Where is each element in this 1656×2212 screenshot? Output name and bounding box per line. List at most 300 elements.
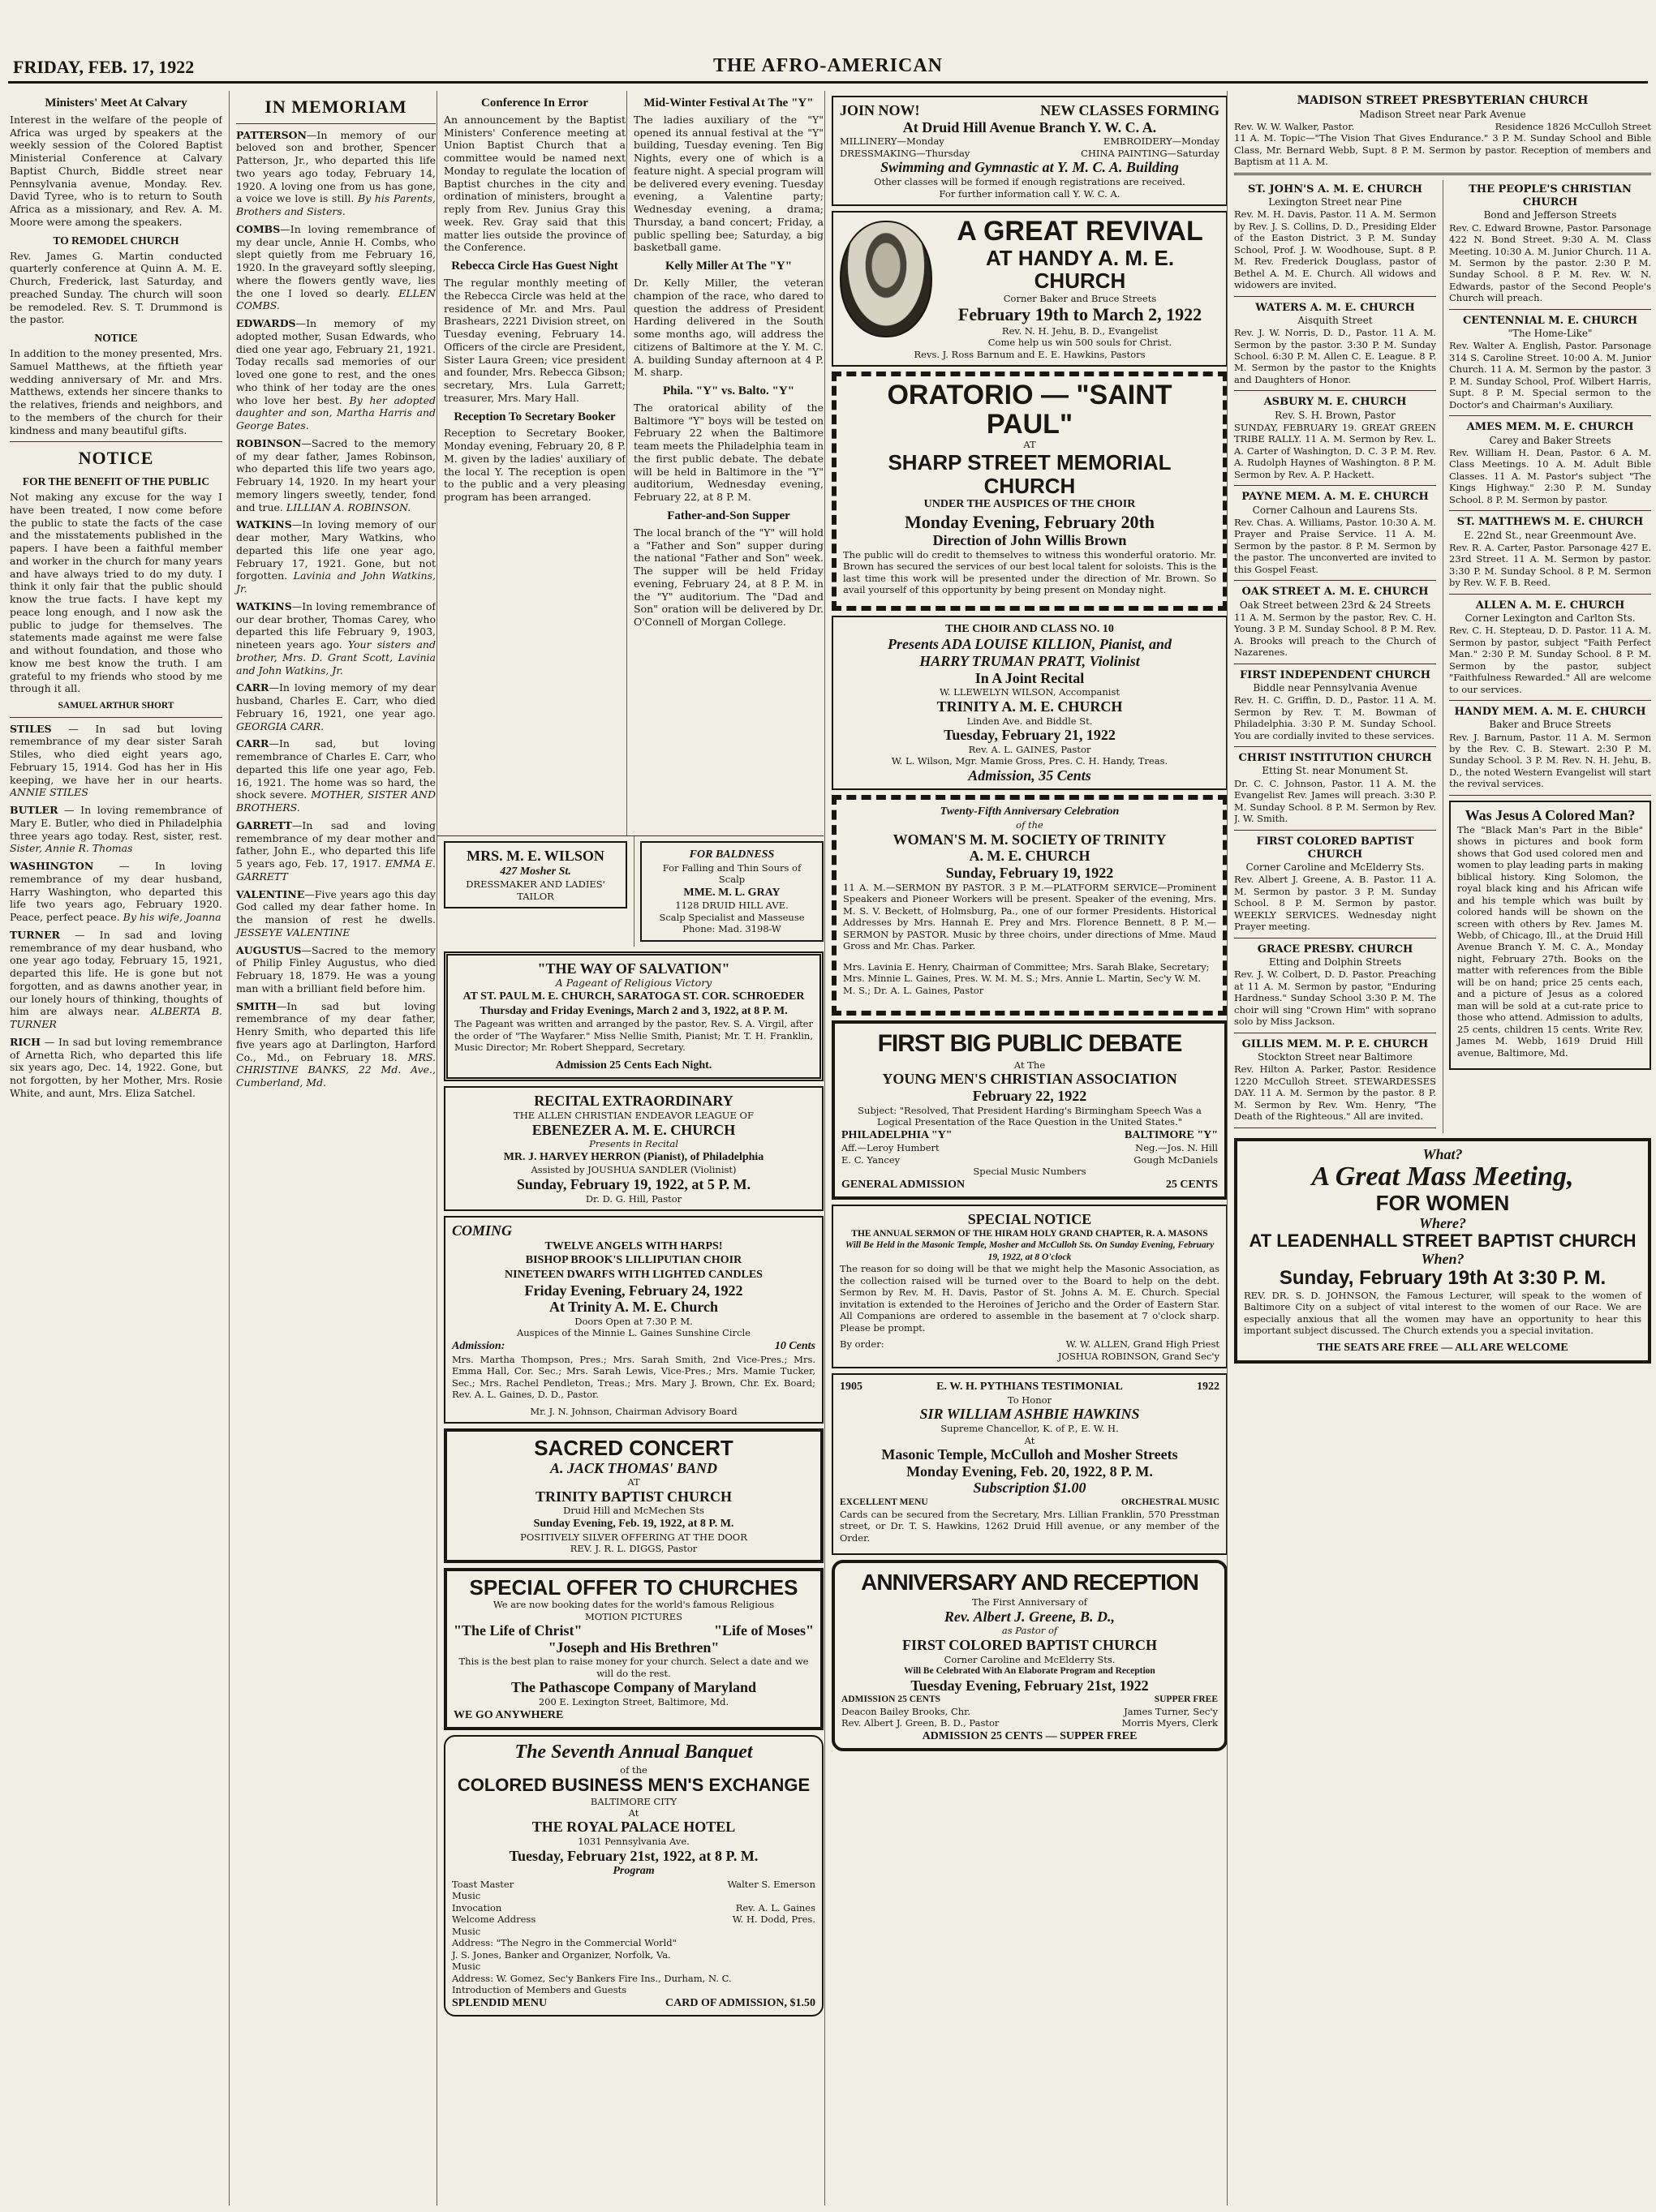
program-item bbox=[452, 1879, 815, 1890]
church-services: Rev. J. W. Norris, D. D., Pastor. 11 A. M. Sermon by the pastor. 3:30 P. M. Sunday School. 6:30 P. M. Allen C. E. League. 8 P. M. Sermon by the pastor to the Knights and Daughters of Honor. bbox=[1234, 327, 1436, 385]
ad-salvation-pageant bbox=[444, 951, 824, 1082]
program-label: Address: W. Gomez, Sec'y Bankers Fire Ins., Durham, N. C. bbox=[452, 1972, 732, 1984]
memorial-signature: GEORGIA CARR. bbox=[236, 719, 325, 732]
speaker: Neg.—Jos. N. Hill bbox=[1135, 1142, 1218, 1154]
church-address: Aisquith Street bbox=[1297, 314, 1373, 326]
church-services: Rev. J. Barnum, Pastor. 11 A. M. Sermon by the Rev. C. B. Stewart. 2:30 P. M. Sunday School. 3 P. M. Rev. N. H. Jehu, B. D., the noted Western Evangelist will start the revival services. bbox=[1449, 731, 1651, 790]
ad-phone: Phone: Mad. 3198-W bbox=[682, 923, 781, 935]
ad-admission-row bbox=[841, 1178, 1218, 1192]
memorial-signature: MRS. CHRISTINE BANKS, 22 Md. Ave., Cumberland, Md. bbox=[236, 1050, 436, 1089]
ad-sub: THE ALLEN CHRISTIAN ENDEAVOR LEAGUE OF bbox=[514, 1110, 754, 1122]
ad-line: DRESSMAKER AND LADIES' TAILOR bbox=[466, 878, 605, 902]
ad-when: Sunday, February 19, 1922 bbox=[945, 864, 1114, 881]
church-listing bbox=[1234, 752, 1436, 830]
memorial-name: GARRETT bbox=[236, 818, 292, 831]
memorial-entry: STILES — In sad but loving remembrance of my dear sister Sarah Stiles, who died eight years ago, February 15, 1914. God has her in His keeping, we have her in our hearts. ANNIE STILES bbox=[10, 722, 222, 799]
memorial-entry: BUTLER — In loving remembrance of Mary E. Butler, who died in Philadelphia three years ago today. Rest, sister, rest. Sister, Annie R. Thomas bbox=[10, 804, 222, 855]
church-address: Corner Calhoun and Laurens Sts. bbox=[1252, 504, 1418, 516]
ad-church: A. M. E. CHURCH bbox=[969, 848, 1090, 865]
memorial-entry: ROBINSON—Sacred to the memory of my dear father, James Robinson, who departed this life two years ago, February 14, 1920. In my heart your memory lingers sweetly, tender, fond and true. LILLIAN A. ROBINSON. bbox=[236, 436, 436, 513]
ad-title: ANNIVERSARY AND RECEPTION bbox=[861, 1570, 1198, 1596]
ad-sub: For Falling and Thin Sours of Scalp bbox=[662, 861, 802, 886]
ad-offer: POSITIVELY SILVER OFFERING AT THE DOOR bbox=[520, 1531, 747, 1543]
ad-at: AT bbox=[627, 1476, 640, 1488]
memorial-text: In loving remembrance of my dear husband, Harry Washington, who departed this life two years ago, February 1920. Peace, perfect peace. bbox=[10, 860, 222, 924]
ad-line: We are now booking dates for the world's famous Religious bbox=[492, 1599, 775, 1611]
ad-evangelist: Rev. N. H. Jehu, B. D., Evangelist bbox=[1001, 324, 1159, 337]
memorial-name: RICH bbox=[10, 1035, 41, 1048]
memorial-entry: PATTERSON—In memory of our beloved son and brother, Spencer Patterson, Jr., who departed this life two years ago today, February 14, 1920. A loving one from us has gone, a voice we love is still. By his Parents, Brothers and Sisters. bbox=[236, 128, 436, 218]
program-item bbox=[452, 1913, 815, 1925]
memorial-entry: SMITH—In sad but loving remembrance of my dear father, Henry Smith, who departed this life five years ago at Darlington, Harford Co., Md., on February 18. MRS. CHRISTINE BANKS, 22 Md. Ave., Cumberland, Md. bbox=[236, 999, 436, 1089]
issue-date: FRIDAY, FEB. 17, 1922 bbox=[13, 57, 195, 77]
section-heading: IN MEMORIAM bbox=[265, 97, 407, 117]
church-listing bbox=[1234, 491, 1436, 581]
memorial-text: Five years ago this day God called my dear father home. In the mansion of rest he dwells. bbox=[236, 887, 436, 926]
church-name: HANDY MEM. A. M. E. CHURCH bbox=[1454, 706, 1646, 719]
ad-title: RECITAL EXTRAORDINARY bbox=[534, 1093, 733, 1110]
article-body: The ladies auxiliary of the "Y" opened its annual festival at the "Y" building, Tuesday evening. Ten Big Nights, every one of which is a feature night. A special program will be delivered every evening. Tuesday evening, a Valentine party; Wednesday evening, a drama; Thursday, a band concert; Friday, a public spelling bee; Saturday, a big basketball game. bbox=[634, 113, 824, 254]
ad-hotel: THE ROYAL PALACE HOTEL bbox=[531, 1819, 736, 1836]
ad-special-notice bbox=[832, 1205, 1228, 1368]
memorial-entry: WATKINS—In loving memory of our dear mother, Mary Watkins, who departed this life one year ago, February 17, 1921. Gone, but not forgotten. Lavinia and John Watkins, Jr. bbox=[236, 518, 436, 595]
church-services: Rev. J. W. Colbert, D. D. Pastor. Preaching at 11 A. M. Sermon by pastor, "Enduring Hardness." Sunday School 3:30 P. M. The choir will sing "Crown Him" with soprano solo by Miss Jackson. bbox=[1234, 969, 1436, 1028]
church-address: Madison Street near Park Avenue bbox=[1359, 108, 1526, 120]
ad-block-wide bbox=[437, 835, 824, 2206]
church-services: Rev. C. Edward Browne, Pastor. Parsonage 422 N. Bond Street. 9:30 A. M. Class Meeting. 10:30 A. M. Junior Church. 11 A. M. Sermon by the pastor. 2:30 P. M. Sunday School. 8 P. M. Rev. W. N. Edwards, pastor of the Second People's Church will preach. bbox=[1449, 221, 1651, 304]
ad-for: FOR WOMEN bbox=[1375, 1191, 1510, 1215]
ad-address: Corner Caroline and McElderry Sts. bbox=[944, 1653, 1116, 1665]
ad-question: When? bbox=[1421, 1251, 1465, 1268]
church-services: Rev. Walter A. English, Pastor. Parsonage 314 S. Caroline Street. 10:00 A. M. Junior Church. 11 A. M. Sermon by the pastor. 3 P. M. Sunday School, Prof. Wilbert Harris, Supt. 8 P. M. Special sermon to the Doctor's and Chairman's Auxiliary. bbox=[1449, 340, 1651, 410]
program-label: Invocation bbox=[452, 1901, 502, 1913]
memorial-name: COMBS bbox=[236, 222, 281, 235]
memorial-entry: TURNER — In sad and loving remembrance of my dear husband, who one year ago today, February 15, 1921, departed this life. He is gone but not forgotten, and as dawns another year, in our lonely hours of thinking, thoughts of him are always near. ALBERTA B. TURNER bbox=[10, 928, 222, 1031]
church-services: Dr. C. C. Johnson, Pastor. 11 A. M. the Evangelist Rev. James will preach. 3:30 P. M. Sunday School. 8 P. M. Sermon by Rev. J. W. Smith. bbox=[1234, 777, 1436, 825]
ad-at: At bbox=[1024, 1434, 1035, 1446]
church-listing bbox=[1234, 835, 1436, 938]
ad-line: Come help us win 500 souls for Christ. bbox=[987, 337, 1172, 349]
ad-name: MRS. M. E. WILSON bbox=[467, 848, 604, 864]
ad-line: Scalp Specialist and Masseuse bbox=[659, 911, 805, 923]
church-listing bbox=[1234, 183, 1436, 297]
ad-org: YOUNG MEN'S CHRISTIAN ASSOCIATION bbox=[882, 1071, 1177, 1088]
ad-admission: GENERAL ADMISSION bbox=[841, 1178, 966, 1191]
church-listing-top bbox=[1234, 94, 1651, 168]
church-address: Corner Lexington and Carlton Sts. bbox=[1465, 612, 1636, 625]
ad-label: COMING bbox=[452, 1222, 513, 1239]
church-services: 11 A. M. Sermon by the pastor, Rev. C. H. Young. 3 P. M. Sunday School. 8 P. M. Rev. A. Brooks will preach to the Church of Nazarenes. bbox=[1234, 611, 1436, 659]
ad-line: BISHOP BROOK'S LILLIPUTIAN CHOIR bbox=[525, 1254, 742, 1267]
column-5 bbox=[824, 91, 1228, 2206]
ad-title: A GREAT REVIVAL bbox=[957, 216, 1203, 247]
memorial-signature: Sister, Annie R. Thomas bbox=[10, 842, 133, 855]
ad-coming bbox=[444, 1216, 824, 1424]
ad-artist: HARRY TRUMAN PRATT, Violinist bbox=[919, 653, 1140, 670]
article-body: Dr. Kelly Miller, the veteran champion of the race, who dared to question the address of President Harding delivered in the South some months ago, will address the citizens of Baltimore at the Y. M. C. A. building Sunday afternoon at 4 P. M. sharp. bbox=[634, 277, 824, 379]
ad-classes bbox=[840, 148, 1219, 159]
speaker: E. C. Yancey bbox=[841, 1153, 901, 1166]
memorial-entry: GARRETT—In sad and loving remembrance of my dear mother and father, John E., who departed this life 5 years ago, Feb. 17, 1917. EMMA E. GARRETT bbox=[236, 818, 436, 883]
memorial-text: In loving remembrance of my dear uncle, Annie H. Combs, who slept quietly from me February 16, 1920. In the graveyard softly sleeping, where the flowers gently wave, lies the one I loved so dearly. bbox=[236, 222, 436, 299]
ad-church: SHARP STREET MEMORIAL CHURCH bbox=[888, 449, 1172, 498]
ad-body: The reason for so doing will be that we might help the Masonic Association, as the collection raised will be turned over to the Board to help on the debt. Sermon by Rev. M. H. Davis, Pastor of St. Johns A. M. E. Church. Special invitation is extended to the Heroines of Jericho and the Order of Eastern Star. All Companions are ordered to assemble in the basement at 7 o'clock sharp. Please be prompt. bbox=[840, 1263, 1219, 1334]
memorial-entry: COMBS—In loving remembrance of my dear uncle, Annie H. Combs, who slept quietly from me February 16, 1920. In the graveyard softly sleeping, where the flowers gently wave, lies the one I loved so dearly. ELLEN COMBS. bbox=[236, 222, 436, 312]
church-address: "The Home-Like" bbox=[1508, 328, 1593, 340]
ad-title: A Great Mass Meeting, bbox=[1311, 1162, 1574, 1192]
ad-forming: NEW CLASSES FORMING bbox=[1040, 102, 1219, 118]
ad-question: Where? bbox=[1419, 1214, 1466, 1231]
church-name: AMES MEM. M. E. CHURCH bbox=[1466, 421, 1634, 434]
ad-dressmaker bbox=[444, 841, 627, 908]
ad-title-row bbox=[840, 1380, 1219, 1394]
memorial-entry: RICH — In sad but loving remembrance of Arnetta Rich, who departed this life six years ago, Dec. 14, 1922. Gone, but not forgotten, by her Mother, Mrs. Rosie White, and aunt, Mrs. Eliza Satchel. bbox=[10, 1035, 222, 1099]
article-heading: Rebecca Circle Has Guest Night bbox=[451, 260, 618, 273]
ad-where: At Trinity A. M. E. Church bbox=[548, 1299, 719, 1316]
memorial-entry: WASHINGTON — In loving remembrance of my dear husband, Harry Washington, who departed this life two years ago, February 1920. Peace, perfect peace. By his wife, Joanna bbox=[10, 860, 222, 924]
memorial-text: In sad but loving remembrance of my dear father, Henry Smith, who departed this life five years ago at Darlington, Harford Co., Md., on February 18. bbox=[236, 999, 436, 1063]
church-address: Lexington Street near Pine bbox=[1268, 196, 1402, 208]
church-address: E. 22nd St., near Greenmount Ave. bbox=[1464, 529, 1637, 541]
ad-director: Direction of John Willis Brown bbox=[932, 532, 1127, 549]
ad-chair: Mr. J. N. Johnson, Chairman Advisory Board bbox=[530, 1405, 738, 1417]
article-body: The oratorical ability of the Baltimore "Y" boys will be tested on February 22 when the Baltimore team meets the Philadelphia team in the first public debate. The debate will be held in Baltimore in the "Y" auditorium, Wednesday evening, February 22, at 8 P. M. bbox=[634, 401, 824, 504]
church-listing bbox=[1234, 943, 1436, 1033]
article-body: An announcement by the Baptist Ministers' Conference meeting at Union Baptist Church that a committee would be named next Monday to regulate the location of Baptist churches in the city and ordination of ministers, brought a reply from Rev. Junius Gray this week. Rev. Gray said that this matter lies outside the province of the Conference. bbox=[444, 113, 626, 254]
memorial-signature: By her adopted daughter and son, Martha Harris and George Bates. bbox=[236, 393, 436, 432]
column-1 bbox=[10, 91, 222, 2206]
officer: James Turner, Sec'y bbox=[1124, 1705, 1218, 1717]
ad-address: 200 E. Lexington Street, Baltimore, Md. bbox=[538, 1696, 729, 1708]
film-title: "Joseph and His Brethren" bbox=[548, 1639, 720, 1656]
ad-address: Linden Ave. and Biddle St. bbox=[966, 715, 1093, 727]
program-item bbox=[452, 1961, 815, 1972]
ad-top bbox=[840, 102, 1219, 119]
church-name: FIRST INDEPENDENT CHURCH bbox=[1239, 668, 1431, 681]
film-title: "Life of Moses" bbox=[714, 1622, 814, 1639]
ad-admission-row bbox=[452, 1339, 815, 1354]
ad-admission: Admission, 35 Cents bbox=[968, 767, 1091, 784]
article-body: In addition to the money presented, Mrs. Samuel Matthews, at the fiftieth year wedding anniversary of Mr. and Mrs. Matthews, extends her sincere thanks to the relatives, friends and neighbors, and to the members of the church for their kindness and many beautiful gifts. bbox=[10, 347, 222, 436]
memorial-entry: VALENTINE—Five years ago this day God called my dear father home. In the mansion of rest he dwells. JESSEYE VALENTINE bbox=[236, 887, 436, 938]
program-item bbox=[452, 1902, 815, 1913]
church-listing bbox=[1449, 706, 1651, 796]
church-name: CENTENNIAL M. E. CHURCH bbox=[1462, 314, 1638, 327]
memorial-signature: Your sisters and brother, Mrs. D. Grant Scott, Lavinia and John Watkins, Jr. bbox=[236, 638, 436, 676]
article-body: Reception to Secretary Booker, Monday evening, February 20, 8 P. M. given by the ladies' auxiliary of the local Y. The reception is open to the public and a very pleasing program has been arranged. bbox=[444, 427, 626, 504]
ad-place: Masonic Temple, McCulloh and Mosher Streets bbox=[881, 1446, 1178, 1463]
ad-as: as Pastor of bbox=[1001, 1625, 1058, 1637]
ad-info: For further information call Y. W. C. A. bbox=[939, 187, 1120, 200]
memorial-name: WASHINGTON bbox=[10, 860, 94, 873]
debate-teams bbox=[841, 1128, 1218, 1143]
officer: Morris Myers, Clerk bbox=[1121, 1717, 1218, 1729]
ad-subject: Subject: "Resolved, That President Harding's Birmingham Speech Was a Logical Presentation of the Race Question in the United States." bbox=[858, 1104, 1202, 1128]
ad-date: February 22, 1922 bbox=[972, 1087, 1087, 1104]
church-name: FIRST COLORED BAPTIST CHURCH bbox=[1256, 835, 1414, 861]
ad-music: Special Music Numbers bbox=[973, 1166, 1086, 1178]
memorial-name: WATKINS bbox=[236, 599, 292, 612]
ad-films bbox=[454, 1622, 814, 1639]
signature: JOSHUA ROBINSON, Grand Sec'y bbox=[1057, 1350, 1219, 1362]
article-heading: Reception To Secretary Booker bbox=[454, 410, 616, 423]
church-listing bbox=[1449, 516, 1651, 594]
ad-when: Friday Evening, February 24, 1922 bbox=[524, 1282, 743, 1299]
ad-joint-recital bbox=[832, 616, 1228, 791]
ad-to: To Honor bbox=[1007, 1394, 1052, 1406]
column-6-church-directory bbox=[1227, 91, 1651, 2206]
memorial-name: SMITH bbox=[236, 999, 277, 1012]
ad-seats: THE SEATS ARE FREE — ALL ARE WELCOME bbox=[1317, 1342, 1568, 1355]
ad-church: TRINITY BAPTIST CHURCH bbox=[535, 1488, 733, 1505]
memorial-name: EDWARDS bbox=[236, 317, 296, 330]
ad-motion-pictures bbox=[444, 1568, 824, 1731]
memorial-text: In memory of my adopted mother, Susan Edwards, who died one year ago, February 21, 1921. Today recalls sad memories of our loved one gone to rest, and the ones who think of her today are the ones who love her best. bbox=[236, 317, 436, 406]
memorial-text: In sad and loving remembrance of my dear husband, who one year ago today, February 15, 1921, departed this life. He is gone but not forgotten, and as dawns another year, in our lonely hours of thinking, thoughts of him are always near. bbox=[10, 928, 222, 1018]
ad-line: TWELVE ANGELS WITH HARPS! bbox=[544, 1239, 723, 1252]
ad-line: NINETEEN DWARFS WITH LIGHTED CANDLES bbox=[505, 1269, 763, 1281]
ad-signatures bbox=[840, 1338, 1219, 1350]
church-name: GRACE PRESBY. CHURCH bbox=[1257, 943, 1413, 956]
ad-church: EBENEZER A. M. E. CHURCH bbox=[531, 1121, 736, 1138]
church-name: OAK STREET A. M. E. CHURCH bbox=[1241, 586, 1429, 599]
ad-of: of the bbox=[1016, 819, 1043, 831]
ad-card: CARD OF ADMISSION, $1.50 bbox=[665, 1996, 815, 2009]
church-address: Baker and Bruce Streets bbox=[1489, 719, 1611, 731]
ad-price: 10 Cents bbox=[774, 1339, 815, 1352]
debate-speakers bbox=[841, 1142, 1218, 1153]
ad-when: Thursday and Friday Evenings, March 2 and 3, 1922, at 8 P. M. bbox=[480, 1004, 788, 1017]
article-subheading: FOR THE BENEFIT OF THE PUBLIC bbox=[22, 475, 210, 488]
program-label: Introduction of Members and Guests bbox=[452, 1984, 627, 1996]
ad-when: Monday Evening, Feb. 20, 1922, 8 P. M. bbox=[906, 1462, 1153, 1480]
ad-pastors: Revs. J. Ross Barnum and E. E. Hawkins, Pastors bbox=[914, 348, 1146, 360]
ad-org: COLORED BUSINESS MEN'S EXCHANGE bbox=[457, 1775, 811, 1796]
article-heading: NOTICE bbox=[78, 448, 154, 469]
memorial-signature: By his Parents, Brothers and Sisters. bbox=[236, 192, 436, 218]
memorial-name: CARR bbox=[236, 681, 269, 694]
ad-name: SIR WILLIAM ASHBIE HAWKINS bbox=[919, 1406, 1140, 1423]
church-name: ST. JOHN'S A. M. E. CHURCH bbox=[1248, 183, 1422, 195]
memorial-name: AUGUSTUS bbox=[236, 943, 302, 956]
ad-title: SACRED CONCERT bbox=[534, 1436, 733, 1461]
ad-artists: MR. J. HARVEY HERRON (Pianist), of Philadelphia bbox=[503, 1150, 764, 1163]
church-list bbox=[1449, 183, 1651, 796]
article-body: The "Black Man's Part in the Bible" shows in pictures and book form shows that God used colored men and women to play leading parts in making biblical history. King Solomon, the royal black king and his African wife and his temple which was built by colored hands will be shown on the screen with others by Rev. James M. Webb, of Chicago, Ill., at the Druid Hill Avenue Branch Y. M. C. A., Monday night, February 27th. Books on the matter with references from the Bible will be on hand; price 25 cents each, and a picture of Jesus as a colored man will be sold at a cut-rate price to those who attend. Admission to adults, 25 cents, children 15 cents. Write Rev. James M. Webb, 1619 Druid Hill avenue, Baltimore, Md. bbox=[1457, 823, 1643, 1059]
memorial-entry: WATKINS—In loving remembrance of our dear brother, Thomas Carey, who departed this life February 9, 1903, nineteen years ago. Your sisters and brother, Mrs. D. Grant Scott, Lavinia and John Watkins, Jr. bbox=[236, 599, 436, 676]
ad-mass-meeting bbox=[1234, 1138, 1651, 1364]
ad-date: Sunday, February 19th At 3:30 P. M. bbox=[1279, 1267, 1607, 1290]
evangelist-portrait bbox=[840, 221, 932, 337]
program-speaker: Walter S. Emerson bbox=[727, 1878, 815, 1890]
church-name: WATERS A. M. E. CHURCH bbox=[1255, 301, 1415, 314]
memorial-name: ROBINSON bbox=[236, 436, 302, 449]
church-name: CHRIST INSTITUTION CHURCH bbox=[1238, 752, 1432, 765]
article-body: The regular monthly meeting of the Rebecca Circle was held at the residence of Mr. and Mrs. Paul Brashears, 2221 Division street, on Tuesday evening, February 14. Officers of the circle are President, Sister Laura Green; vice president and founder, Mrs. Rebecca Gibson; secretary, Mrs. Lula Garrett; treasurer, Mrs. Mary Hall. bbox=[444, 277, 626, 404]
memorial-text: In memory of our beloved son and brother, Spencer Patterson, Jr., who departed this life two years ago today, February 14, 1920. A loving one from us has gone, a voice we love is still. bbox=[236, 128, 436, 205]
ad-address: Druid Hill and McMechen Sts bbox=[563, 1505, 704, 1517]
memorial-text: In sad but loving remembrance of my dear sister Sarah Stiles, who died eight years ago, February 15, 1914. God has her in His keeping, we have her in our hearts. bbox=[10, 722, 222, 786]
church-listing bbox=[1234, 1038, 1436, 1128]
ad-admission: ADMISSION 25 CENTS — SUPPER FREE bbox=[922, 1729, 1138, 1742]
church-directory-right bbox=[1443, 180, 1651, 1133]
ad-when: Tuesday, February 21, 1922 bbox=[944, 727, 1116, 744]
church-services: Rev. H. C. Griffin, D. D., Pastor. 11 A. M. Sermon by Rev. T. M. Bowman of Philadelphia. 3:30 P. M. Sunday School. You are cordially invited to these services. bbox=[1234, 694, 1436, 741]
memorial-entry: EDWARDS—In memory of my adopted mother, Susan Edwards, who died one year ago, February 21, 1921. Today recalls sad memories of our loved one gone to rest, and the ones who think of her today are the ones who love her best. By her adopted daughter and son, Martha Harris and George Bates. bbox=[236, 317, 436, 432]
ad-presents: Presents in Recital bbox=[589, 1138, 678, 1150]
ad-role: Supreme Chancellor, K. of P., E. W. H. bbox=[940, 1423, 1119, 1435]
program-label: Music bbox=[452, 1961, 481, 1973]
ad-auspices: UNDER THE AUSPICES OF THE CHOIR bbox=[923, 498, 1136, 511]
ad-dates: February 19th to March 2, 1922 bbox=[957, 304, 1202, 325]
church-name: MADISON STREET PRESBYTERIAN CHURCH bbox=[1297, 94, 1589, 107]
ad-pastor: Rev. A. L. GAINES, Pastor bbox=[968, 743, 1091, 755]
ad-line: THE CHOIR AND CLASS NO. 10 bbox=[945, 622, 1114, 635]
ad-title: FIRST BIG PUBLIC DEBATE bbox=[877, 1029, 1182, 1057]
church-listing bbox=[1449, 183, 1651, 310]
ad-recital bbox=[444, 1086, 824, 1211]
ad-admission: Admission: bbox=[452, 1339, 505, 1352]
ad-address: Corner Baker and Bruce Streets bbox=[1003, 292, 1157, 304]
signature: SAMUEL ARTHUR SHORT bbox=[58, 701, 174, 711]
ad-public-debate bbox=[832, 1020, 1228, 1200]
ad-title: The Seventh Annual Banquet bbox=[514, 1742, 753, 1763]
ad-title: SPECIAL OFFER TO CHURCHES bbox=[469, 1574, 798, 1600]
article-heading: Kelly Miller At The "Y" bbox=[665, 260, 793, 273]
church-services: Rev. William H. Dean, Pastor. 6 A. M. Class Meetings. 10 A. M. Adult Bible Classes. 11 A. M. Pastor's subject "The Kings Highway." 2:30 P. M. Sunday School. 8 P. M. Sermon by pastor. bbox=[1449, 446, 1651, 505]
program-label: Music bbox=[452, 1925, 481, 1937]
church-address: Etting St. near Monument St. bbox=[1262, 765, 1409, 777]
church-name: GILLIS MEM. M. P. E. CHURCH bbox=[1241, 1037, 1429, 1050]
ad-banquet bbox=[444, 1735, 824, 2017]
ad-admission: ADMISSION 25 CENTS bbox=[841, 1694, 941, 1705]
church-address: Corner Caroline and McElderry Sts. bbox=[1245, 861, 1425, 874]
church-services: Rev. R. A. Carter, Pastor. Parsonage 427 E. 23rd Street. 11 A. M. Sermon by pastor. 3:30 P. M. Sunday School. 8 P. M. Sermon by Rev. W. F. B. Reed. bbox=[1449, 541, 1651, 589]
church-services: Rev. Hilton A. Parker, Pastor. Residence 1220 McCulloh Street. STEWARDESSES DAY. 11 A. M. Sermon by the pastor. 8 P. M. Sermon by Rev. Wm. Henry, "The Death of the Righteous." All are invited. bbox=[1234, 1063, 1436, 1123]
ad-at: At bbox=[628, 1807, 639, 1819]
article-heading: Ministers' Meet At Calvary bbox=[45, 97, 187, 110]
church-address: Oak Street between 23rd & 24 Streets bbox=[1239, 599, 1431, 611]
ad-title: SPECIAL NOTICE bbox=[967, 1211, 1092, 1228]
church-address: Bond and Jefferson Streets bbox=[1483, 209, 1617, 221]
ad-mp: MOTION PICTURES bbox=[585, 1610, 682, 1622]
article-colored-man bbox=[1449, 801, 1651, 1070]
ad-sacred-concert bbox=[444, 1428, 824, 1563]
memorial-name: VALENTINE bbox=[236, 887, 305, 900]
ad-auspices: Auspices of the Minnie L. Gaines Sunshine Circle bbox=[516, 1327, 751, 1339]
ad-address: 1031 Pennsylvania Ave. bbox=[578, 1836, 690, 1848]
ad-of: of the bbox=[620, 1763, 647, 1776]
ad-when: Sunday, February 19, 1922, at 5 P. M. bbox=[516, 1175, 751, 1192]
article-heading: TO REMODEL CHURCH bbox=[53, 234, 179, 247]
ad-great-revival bbox=[832, 211, 1228, 367]
ad-footer bbox=[452, 1996, 815, 2011]
ad-church: FIRST COLORED BAPTIST CHURCH bbox=[902, 1636, 1157, 1653]
article-heading: Phila. "Y" vs. Balto. "Y" bbox=[662, 384, 795, 398]
church-name: ST. MATTHEWS M. E. CHURCH bbox=[1456, 516, 1644, 529]
memorial-name: TURNER bbox=[10, 928, 60, 941]
program-label: Toast Master bbox=[452, 1878, 514, 1890]
ad-when: Sunday Evening, Feb. 19, 1922, at 8 P. M. bbox=[533, 1517, 734, 1530]
ad-line bbox=[840, 636, 1219, 653]
column-2 bbox=[229, 91, 436, 2206]
church-services: Rev. M. H. Davis, Pastor. 11 A. M. Sermon by Rev. J. S. Collins, D. D., Presiding Elder of the Easton District. 3 P. M. Sunday School, Prof. J. W. Woodhouse, Supt. 8 P. M. Rev. Frederick Douglass, pastor of Bethel A. M. E. Church. All widows and widowers are invited. bbox=[1234, 208, 1436, 291]
ad-title: ORATORIO — "SAINT PAUL" bbox=[887, 380, 1172, 440]
church-pastor: Rev. W. W. Walker, Pastor. bbox=[1234, 120, 1355, 132]
program-item bbox=[452, 1973, 815, 1984]
memorial-signature: ALBERTA B. TURNER bbox=[10, 1005, 222, 1031]
ad-body: The public will do credit to themselves to witness this wonderful oratorio. Mr. Brown has secured the services of our best local talent for soloists. This is the last time this work will be presented under the direction of Mr. Brown. So avail yourself of this opportunity by being present on Monday night. bbox=[843, 548, 1216, 596]
church-address: Rev. S. H. Brown, Pastor bbox=[1275, 409, 1396, 421]
ad-presents: Presents bbox=[888, 636, 940, 653]
memorial-text: In sad and loving remembrance of my dear mother and father, John E., who departed this life 5 years ago, Feb. 17, 1917. bbox=[236, 818, 436, 870]
program-label: J. S. Jones, Banker and Organizer, Norfolk, Va. bbox=[452, 1948, 671, 1961]
memorial-signature: ELLEN COMBS. bbox=[236, 286, 436, 312]
church-listing bbox=[1449, 315, 1651, 416]
church-listing bbox=[1449, 421, 1651, 511]
ad-officers: Mrs. Lavinia E. Henry, Chairman of Committee; Mrs. Sarah Blake, Secretary; Mrs. Minnie L. Gaines, Pres. W. M. M. S.; Mrs. Annie L. Martin, Sec'y W. M. M. S.; Dr. A. L. Gaines, Pastor bbox=[843, 960, 1210, 996]
officer: Deacon Bailey Brooks, Chr. bbox=[841, 1705, 971, 1717]
ad-officers bbox=[841, 1717, 1218, 1729]
ad-subscription: Subscription $1.00 bbox=[973, 1480, 1086, 1497]
church-residence: Residence 1826 McCulloh Street bbox=[1495, 120, 1651, 132]
church-listing bbox=[1234, 396, 1436, 486]
ad-where: Will Be Held in the Masonic Temple, Mosher and McCulloh Sts. On Sunday Evening, February 19, 1922, at 8 O'clock bbox=[845, 1240, 1215, 1262]
memorial-text: Sacred to the memory of Philip Finley Augustus, who died February 18, 1879. He was a young man with a brilliant field before him. bbox=[236, 943, 436, 994]
memorial-signature: EMMA E. GARRETT bbox=[236, 857, 436, 883]
ad-sub: A Pageant of Religious Victory bbox=[555, 977, 712, 990]
program-speaker: W. H. Dodd, Pres. bbox=[732, 1913, 815, 1926]
ad-body: Cards can be secured from the Secretary, Mrs. Lillian Franklin, 570 Presstman street, or Dr. T. S. Hawkins, 1262 Druid Hill avenue, or any member of the Order. bbox=[840, 1508, 1219, 1544]
ad-admission: Admission 25 Cents Each Night. bbox=[555, 1059, 712, 1072]
ad-music: ORCHESTRAL MUSIC bbox=[1120, 1497, 1219, 1508]
ad-at: AT bbox=[1023, 439, 1036, 451]
class-item: EMBROIDERY—Monday bbox=[1103, 135, 1219, 148]
ad-place: AT LEADENHALL STREET BAPTIST CHURCH bbox=[1249, 1231, 1637, 1252]
year: 1905 bbox=[840, 1381, 862, 1394]
article-heading: Was Jesus A Colored Man? bbox=[1465, 806, 1636, 823]
memorial-signature: LILLIAN A. ROBINSON. bbox=[286, 500, 411, 513]
church-name: PAYNE MEM. A. M. E. CHURCH bbox=[1241, 491, 1429, 504]
signature: W. W. ALLEN, Grand High Priest bbox=[1065, 1338, 1219, 1351]
ad-officers bbox=[841, 1706, 1218, 1717]
ad-menu: SPLENDID MENU bbox=[452, 1996, 548, 2009]
ad-when: Monday Evening, February 20th bbox=[904, 511, 1155, 532]
officer: Rev. Albert J. Green, B. D., Pastor bbox=[841, 1717, 1000, 1729]
ad-artist: ADA LOUISE KILLION, Pianist, and bbox=[941, 636, 1172, 653]
memorial-signature: MOTHER, SISTER AND BROTHERS. bbox=[236, 788, 436, 814]
program-speaker: Rev. A. L. Gaines bbox=[735, 1901, 815, 1913]
ad-admission-row bbox=[841, 1694, 1218, 1705]
ad-extras bbox=[840, 1497, 1219, 1508]
debate-speakers bbox=[841, 1154, 1218, 1166]
church-services: Rev. Chas. A. Williams, Pastor. 10:30 A. M. Prayer and Praise Service. 11 A. M. Sermon by the pastor. 8 P. M. Sermon by the pastor. The unconverted are invited to this Gospel Feast. bbox=[1234, 516, 1436, 575]
ad-body: This is the best plan to raise money for your church. Select a date and we will do the rest. bbox=[458, 1656, 809, 1679]
church-listing bbox=[1234, 669, 1436, 747]
article-body: Not making any excuse for the way I have been treated, I now come before the public to state the facts of the case and the misstatements published in the papers. I have been a faithful member and worker in the church for many years and have always tried to do my duty. I think it only fair that the public should know the true facts. I have kept my peace long enough, and I now ask the public to judge for themselves. The statements made against me were false and without foundation, and those who know me best know the truth. I am grateful to my friends who stood by me through it all. bbox=[10, 491, 222, 695]
memorial-text: In sad but loving remembrance of Arnetta Rich, who departed this life six years ago, Dec. 14, 1922. Gone, but not forgotten, by her Mother, Mrs. Rosie White, and aunt, Mrs. Eliza Satchel. bbox=[10, 1035, 222, 1099]
ad-doors: Doors Open at 7:30 P. M. bbox=[574, 1316, 693, 1327]
ad-at: At The bbox=[1013, 1059, 1046, 1071]
ad-when: Tuesday Evening, February 21st, 1922 bbox=[910, 1677, 1149, 1694]
memorial-name: PATTERSON bbox=[236, 128, 307, 141]
class-item: DRESSMAKING—Thursday bbox=[840, 147, 970, 159]
article-body: The local branch of the "Y" will hold a "Father and Son" supper during the national "Father and Son" week. The supper will be held Friday evening, February 24, at 8 P. M. in the "Y" auditorium. The "Dad and Son" oration will be delivered by Dr. O'Connell of Morgan College. bbox=[634, 526, 824, 629]
church-services: Rev. Albert J. Greene, A. B. Pastor. 11 A. M. Sermon by pastor. 3 P. M. Sunday School. 8 P. M. Sermon by pastor. WEEKLY SERVICES. Wednesday night Prayer meeting. bbox=[1234, 874, 1436, 933]
program-item bbox=[452, 1937, 815, 1948]
ad-assist: Assisted by JOUSHUA SANDLER (Violinist) bbox=[531, 1164, 737, 1176]
memorial-text: In loving remembrance of our dear brother, Thomas Carey, who departed this life February 9, 1903, nineteen years ago. bbox=[236, 599, 436, 651]
